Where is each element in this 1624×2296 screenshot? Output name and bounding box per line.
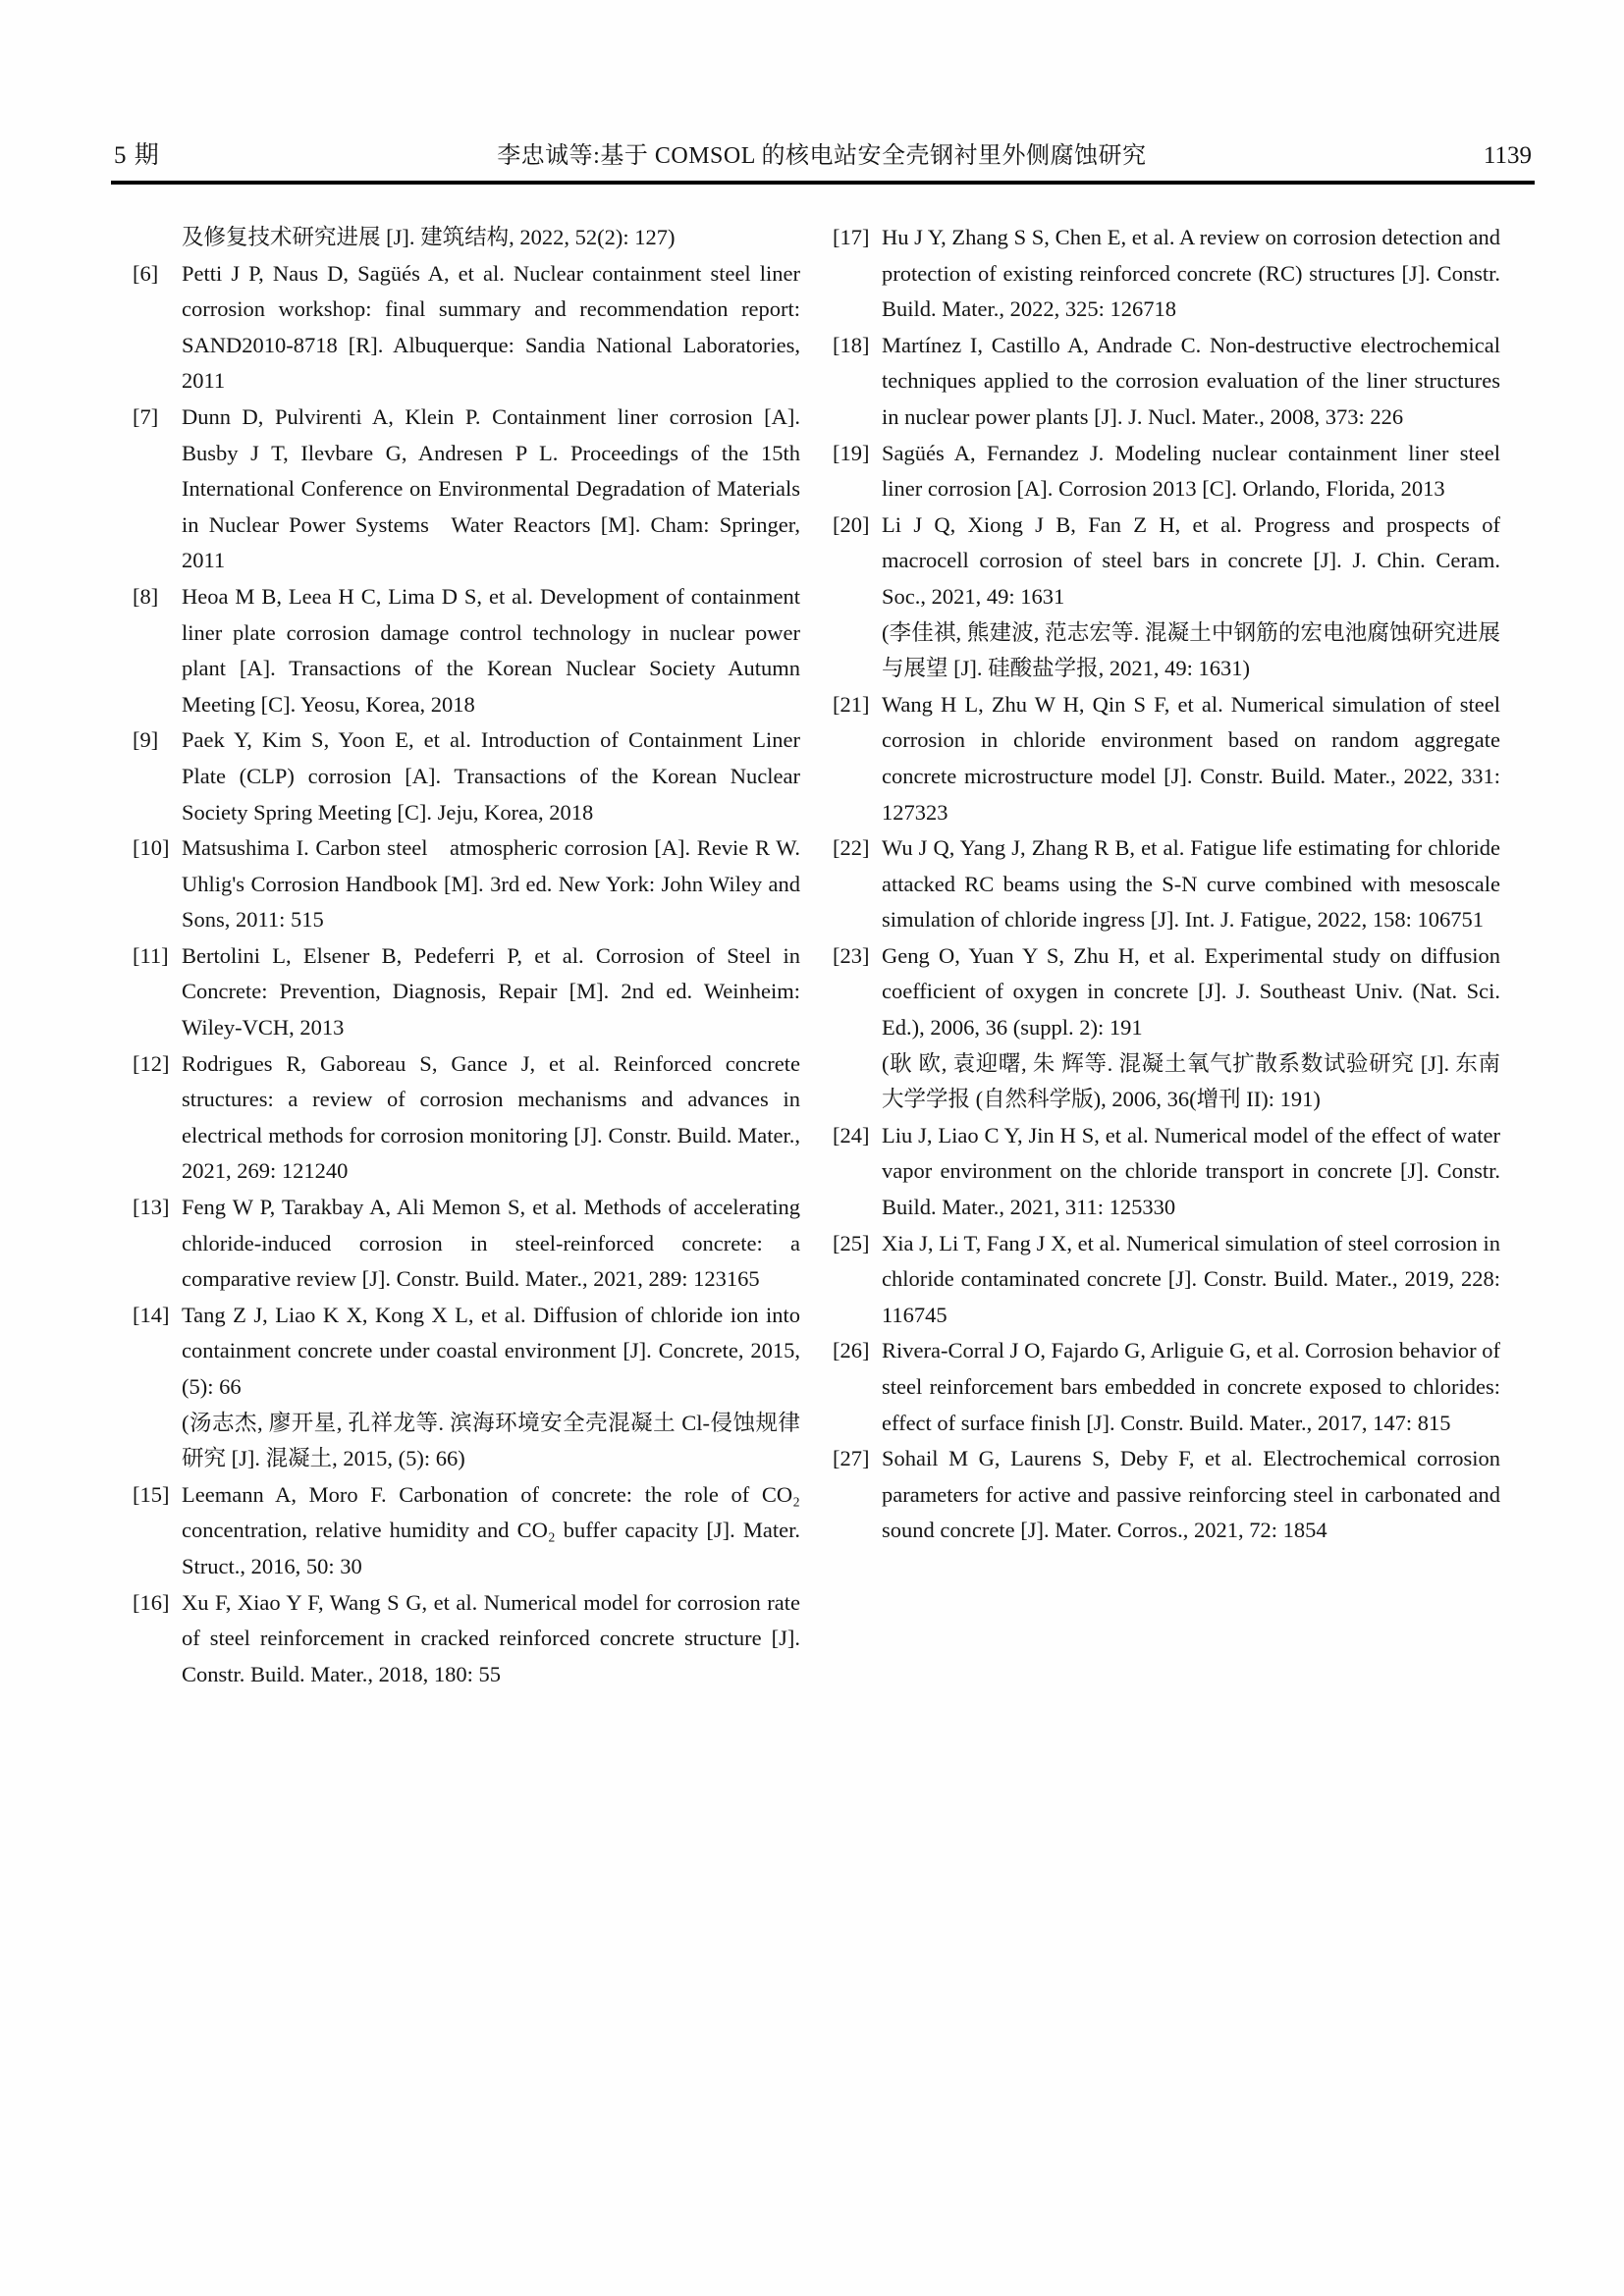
reference-item — [833, 436, 1500, 507]
reference-item — [133, 256, 800, 400]
reference-text: Xu F, Xiao Y F, Wang S G, et al. Numerical model for corrosion rate of steel reinforcement in cracked reinforced concrete structure [J]. Constr. Build. Mater., 2018, 180: 55 — [182, 1589, 800, 1686]
reference-item — [833, 220, 1500, 328]
reference-text: Dunn D, Pulvirenti A, Klein P. Containment liner corrosion [A]. Busby J T, Ilevbare G, Andresen P L. Proceedings of the 15th International Conference on Environmental Degradation of Materials in Nuclear Power Systems Water Reactors [M]. Cham: Springer, 2011 — [182, 403, 800, 573]
reference-number: [7] — [133, 403, 159, 429]
reference-number: [14] — [133, 1302, 170, 1327]
reference-number: [9] — [133, 727, 159, 753]
reference-text: Wu J Q, Yang J, Zhang R B, et al. Fatigue life estimating for chloride attacked RC beams using the S-N curve combined with mesoscale simulation of chloride ingress [J]. Int. J. Fatigue, 2022, 158: 106751 — [882, 835, 1500, 933]
reference-number: [24] — [833, 1122, 870, 1148]
reference-item — [133, 1477, 800, 1585]
reference-text: Hu J Y, Zhang S S, Chen E, et al. A review on corrosion detection and protection of existing reinforced concrete (RC) structures [J]. Constr. Build. Mater., 2022, 325: 126718 — [882, 225, 1500, 322]
reference-item — [833, 830, 1500, 938]
reference-number: [10] — [133, 835, 170, 861]
reference-text: Rodrigues R, Gaboreau S, Gance J, et al. Reinforced concrete structures: a review of corrosion mechanisms and advances in electrical methods for corrosion monitoring [J]. Constr. Build. Mater., 2021, 269: 121240 — [182, 1050, 800, 1184]
reference-text: Martínez I, Castillo A, Andrade C. Non-destructive electrochemical techniques applied to the corrosion evaluation of the liner structures in nuclear power plants [J]. J. Nucl. Mater., 2008, 373: 226 — [882, 332, 1500, 429]
reference-item — [833, 1226, 1500, 1334]
running-title: 李忠诚等:基于 COMSOL 的核电站安全壳钢衬里外侧腐蚀研究 — [497, 143, 1147, 169]
reference-translation: (李佳祺, 熊建波, 范志宏等. 混凝土中钢筋的宏电池腐蚀研究进展与展望 [J]. 硅酸盐学报, 2021, 49: 1631) — [882, 619, 1500, 681]
reference-text: Geng O, Yuan Y S, Zhu H, et al. Experimental study on diffusion coefficient of oxygen in concrete [J]. J. Southeast Univ. (Nat. Sci. Ed.), 2006, 36 (suppl. 2): 191 — [882, 942, 1500, 1041]
reference-number: [23] — [833, 942, 870, 968]
reference-item — [833, 507, 1500, 687]
reference-text: Rivera-Corral J O, Fajardo G, Arliguie G, et al. Corrosion behavior of steel reinforcement bars embedded in concrete exposed to chlorides: effect of surface finish [J]. Constr. Build. Mater., 2017, 147: 815 — [882, 1338, 1500, 1435]
reference-text: Xia J, Li T, Fang J X, et al. Numerical simulation of steel corrosion in chloride contaminated concrete [J]. Constr. Build. Mater., 2019, 228: 116745 — [882, 1230, 1500, 1327]
reference-text: Matsushima I. Carbon steel atmospheric corrosion [A]. Revie R W. Uhlig's Corrosion Handbook [M]. 3rd ed. New York: John Wiley and Sons, 2011: 515 — [182, 835, 800, 933]
reference-number: [11] — [133, 942, 169, 968]
reference-number: [19] — [833, 440, 870, 465]
reference-text: Petti J P, Naus D, Sagüés A, et al. Nuclear containment steel liner corrosion workshop: final summary and recommendation report: SAND2010-8718 [R]. Albuquerque: Sandia National Laboratories, 2011 — [182, 260, 800, 394]
reference-number: [8] — [133, 583, 159, 609]
reference-text: Wang H L, Zhu W H, Qin S F, et al. Numerical simulation of steel corrosion in chloride environment based on random aggregate concrete microstructure model [J]. Constr. Build. Mater., 2022, 331: 127323 — [882, 691, 1500, 825]
references-section — [133, 220, 1500, 1692]
reference-number: [27] — [833, 1446, 870, 1471]
reference-item — [133, 220, 800, 256]
reference-item — [133, 1190, 800, 1298]
references-right-column — [833, 220, 1500, 1692]
reference-item — [133, 938, 800, 1046]
reference-item — [833, 1333, 1500, 1441]
reference-number: [13] — [133, 1195, 170, 1220]
reference-number: [15] — [133, 1481, 170, 1507]
reference-text: Heoa M B, Leea H C, Lima D S, et al. Development of containment liner plate corrosion damage control technology in nuclear power plant [A]. Transactions of the Korean Nuclear Society Autumn Meeting [C]. Yeosu, Korea, 2018 — [182, 583, 800, 717]
reference-item — [833, 1118, 1500, 1226]
reference-text: 及修复技术研究进展 [J]. 建筑结构, 2022, 52(2): 127) — [182, 225, 676, 249]
reference-number: [18] — [833, 332, 870, 357]
reference-item — [133, 830, 800, 938]
reference-number: [20] — [833, 511, 870, 537]
reference-item — [133, 1585, 800, 1693]
reference-text: Bertolini L, Elsener B, Pedeferri P, et al. Corrosion of Steel in Concrete: Prevention, Diagnosis, Repair [M]. 2nd ed. Weinheim: Wiley-VCH, 2013 — [182, 942, 800, 1041]
reference-translation: (汤志杰, 廖开星, 孔祥龙等. 滨海环境安全壳混凝土 Cl-侵蚀规律研究 [J]. 混凝土, 2015, (5): 66) — [182, 1410, 800, 1471]
reference-number: [17] — [833, 225, 870, 249]
header-rule — [111, 181, 1535, 185]
reference-number: [12] — [133, 1050, 170, 1076]
issue-number: 5 期 — [114, 142, 160, 169]
page-header — [114, 135, 1532, 171]
reference-item — [833, 328, 1500, 436]
reference-text: Feng W P, Tarakbay A, Ali Memon S, et al. Methods of accelerating chloride-induced corrosion in steel-reinforced concrete: a comparative review [J]. Constr. Build. Mater., 2021, 289: 123165 — [182, 1195, 800, 1292]
reference-number: [22] — [833, 835, 870, 861]
reference-item — [833, 938, 1500, 1118]
reference-text: Li J Q, Xiong J B, Fan Z H, et al. Progress and prospects of macrocell corrosion of steel bars in concrete [J]. J. Chin. Ceram. Soc., 2021, 49: 1631 — [882, 511, 1500, 609]
reference-item — [133, 579, 800, 722]
reference-text: Leemann A, Moro F. Carbonation of concrete: the role of CO₂ concentration, relative humidity and CO₂ buffer capacity [J]. Mater. Struct., 2016, 50: 30 — [182, 1481, 800, 1578]
reference-translation: (耿 欧, 袁迎曙, 朱 辉等. 混凝土氧气扩散系数试验研究 [J]. 东南大学学报 (自然科学版), 2006, 36(增刊 II): 191) — [882, 1050, 1500, 1112]
reference-text: Tang Z J, Liao K X, Kong X L, et al. Diffusion of chloride ion into containment concrete under coastal environment [J]. Concrete, 2015, (5): 66 — [182, 1302, 800, 1399]
reference-text: Liu J, Liao C Y, Jin H S, et al. Numerical model of the effect of water vapor environment on the chloride transport in concrete [J]. Constr. Build. Mater., 2021, 311: 125330 — [882, 1122, 1500, 1220]
reference-text: Sohail M G, Laurens S, Deby F, et al. Electrochemical corrosion parameters for active and passive reinforcing steel in carbonated and sound concrete [J]. Mater. Corros., 2021, 72: 1854 — [882, 1446, 1500, 1543]
reference-item — [133, 722, 800, 830]
reference-number: [16] — [133, 1589, 170, 1615]
reference-number: [25] — [833, 1230, 870, 1255]
reference-item — [133, 400, 800, 579]
reference-item — [133, 1298, 800, 1477]
reference-text: Paek Y, Kim S, Yoon E, et al. Introduction of Containment Liner Plate (CLP) corrosion [A]. Transactions of the Korean Nuclear Society Spring Meeting [C]. Jeju, Korea, 2018 — [182, 727, 800, 825]
reference-item — [133, 1046, 800, 1190]
reference-number: [6] — [133, 260, 159, 286]
reference-item — [833, 1441, 1500, 1549]
reference-item — [833, 687, 1500, 830]
reference-number: [21] — [833, 691, 870, 717]
reference-number: [26] — [833, 1338, 870, 1363]
page-number: 1139 — [1483, 142, 1532, 169]
reference-text: Sagüés A, Fernandez J. Modeling nuclear containment liner steel liner corrosion [A]. Corrosion 2013 [C]. Orlando, Florida, 2013 — [882, 440, 1500, 502]
references-left-column — [133, 220, 800, 1692]
